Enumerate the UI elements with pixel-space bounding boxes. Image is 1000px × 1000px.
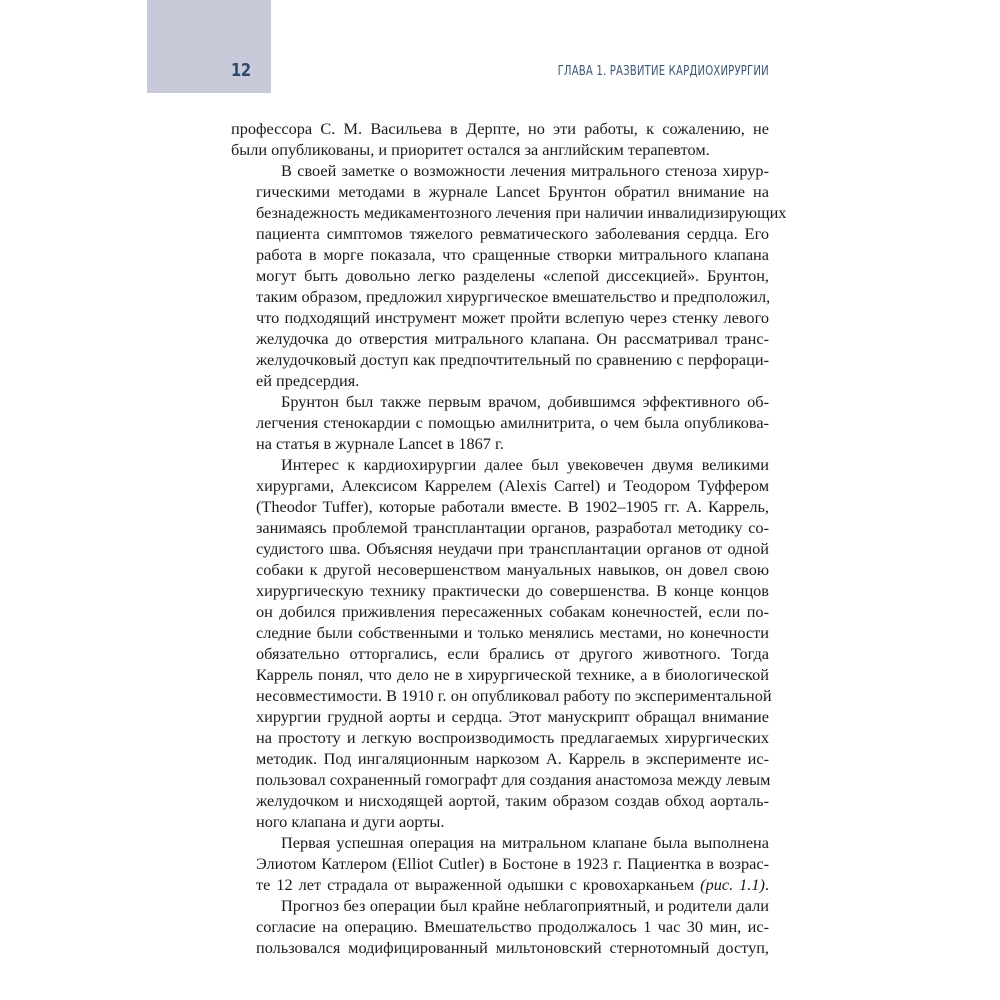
text-line: он добился приживления пересаженных собакам конечностей, если по- xyxy=(256,602,769,621)
text-line: обязательно отторгались, если брались от другого животного. Тогда xyxy=(256,644,769,663)
text-line: таким образом, предложил хирургическое вмешательство и предположил, xyxy=(256,287,771,306)
paragraph xyxy=(231,118,769,160)
text-line-content: те 12 лет страдала от выраженной одышки с кровохарканьем xyxy=(256,875,701,894)
text-line: следние были собственными и только менялись местами, но конечности xyxy=(256,623,769,642)
text-line: Брунтон был также первым врачом, добившимся эффективного об- xyxy=(281,392,769,411)
text-line: судистого шва. Объясняя неудачи при трансплантации органов от одной xyxy=(256,539,769,558)
text-line xyxy=(231,874,769,895)
text-line: В своей заметке о возможности лечения митрального стеноза хирур- xyxy=(281,161,769,180)
text-line: гическими методами в журнале Lancet Брунтон обратил внимание на xyxy=(256,182,769,201)
text-line: что подходящий инструмент может пройти вслепую через стенку левого xyxy=(256,308,769,327)
text-line: согласие на операцию. Вмешательство продолжалось 1 час 30 мин, ис- xyxy=(256,917,769,936)
text-line: пользовался модифицированный мильтоновский стернотомный доступ, xyxy=(256,938,769,957)
text-line: хирургическую технику практически до совершенства. В конце концов xyxy=(256,581,769,600)
text-line: ей предсердия. xyxy=(256,371,360,390)
text-line: Каррель понял, что дело не в хирургической технике, а в биологической xyxy=(256,665,769,684)
text-line: Интерес к кардиохирургии далее был увековечен двумя великими xyxy=(281,455,769,474)
paragraph xyxy=(231,391,769,454)
body-text xyxy=(231,118,787,958)
paragraph xyxy=(231,895,769,958)
text-line: хирургами, Алексисом Каррелем (Alexis Carrel) и Теодором Туффером xyxy=(256,476,769,495)
text-line: легчения стенокардии с помощью амилнитрита, о чем была опубликова- xyxy=(256,413,769,432)
text-line: собаки к другой несовершенством мануальных навыков, он довел свою xyxy=(256,560,769,579)
text-line: (Theodor Tuffer), которые работали вместе. В 1902–1905 гг. А. Каррель, xyxy=(256,497,769,516)
paragraph xyxy=(231,832,769,895)
text-line: могут быть довольно легко разделены «слепой диссекцией». Брунтон, xyxy=(256,266,769,285)
text-line: несовместимости. В 1910 г. он опубликовал работу по экспериментальной xyxy=(256,686,772,705)
text-line: профессора С. М. Васильева в Дерпте, но эти работы, к сожалению, не xyxy=(231,119,769,138)
page-number-tab xyxy=(147,0,271,93)
text-line: ного клапана и дуги аорты. xyxy=(256,812,445,831)
text-line: занимаясь проблемой трансплантации органов, разработал методику со- xyxy=(256,518,769,537)
text-line: желудочковый доступ как предпочтительный по сравнению с перфораци- xyxy=(256,350,769,369)
paragraph xyxy=(231,160,787,391)
text-line: пациента симптомов тяжелого ревматического заболевания сердца. Его xyxy=(256,224,769,243)
text-line: хирургии грудной аорты и сердца. Этот манускрипт обращал внимание xyxy=(256,707,769,726)
text-line: пользовал сохраненный гомографт для создания анастомоза между левым xyxy=(256,770,771,789)
text-line: желудочка до отверстия митрального клапана. Он рассматривал транс- xyxy=(256,329,769,348)
figure-reference-link[interactable]: (рис. 1.1) xyxy=(700,875,765,894)
text-line: Прогноз без операции был крайне неблагоприятный, и родители дали xyxy=(281,896,769,915)
page-number: 12 xyxy=(231,60,251,81)
text-line: безнадежность медикаментозного лечения при наличии инвалидизирующих xyxy=(256,203,787,222)
text-line: Первая успешная операция на митральном клапане была выполнена xyxy=(281,833,769,852)
text-line: Элиотом Катлером (Elliot Cutler) в Бостоне в 1923 г. Пациентка в возрас- xyxy=(256,854,769,873)
paragraph xyxy=(231,454,772,832)
figure-reference-trailing: . xyxy=(764,875,770,894)
text-line: были опубликованы, и приоритет остался за английским терапевтом. xyxy=(231,140,710,159)
text-line: работа в морге показала, что сращенные створки митрального клапана xyxy=(256,245,769,264)
text-line: желудочком и нисходящей аортой, таким образом создав обход аорталь- xyxy=(256,791,769,810)
text-line: на статья в журнале Lancet в 1867 г. xyxy=(256,434,504,453)
text-line: на простоту и легкую воспроизводимость предлагаемых хирургических xyxy=(256,728,769,747)
running-header-chapter-title: ГЛАВА 1. РАЗВИТИЕ КАРДИОХИРУРГИИ xyxy=(557,64,769,79)
text-line: методик. Под ингаляционным наркозом А. Каррель в эксперименте ис- xyxy=(256,749,769,768)
